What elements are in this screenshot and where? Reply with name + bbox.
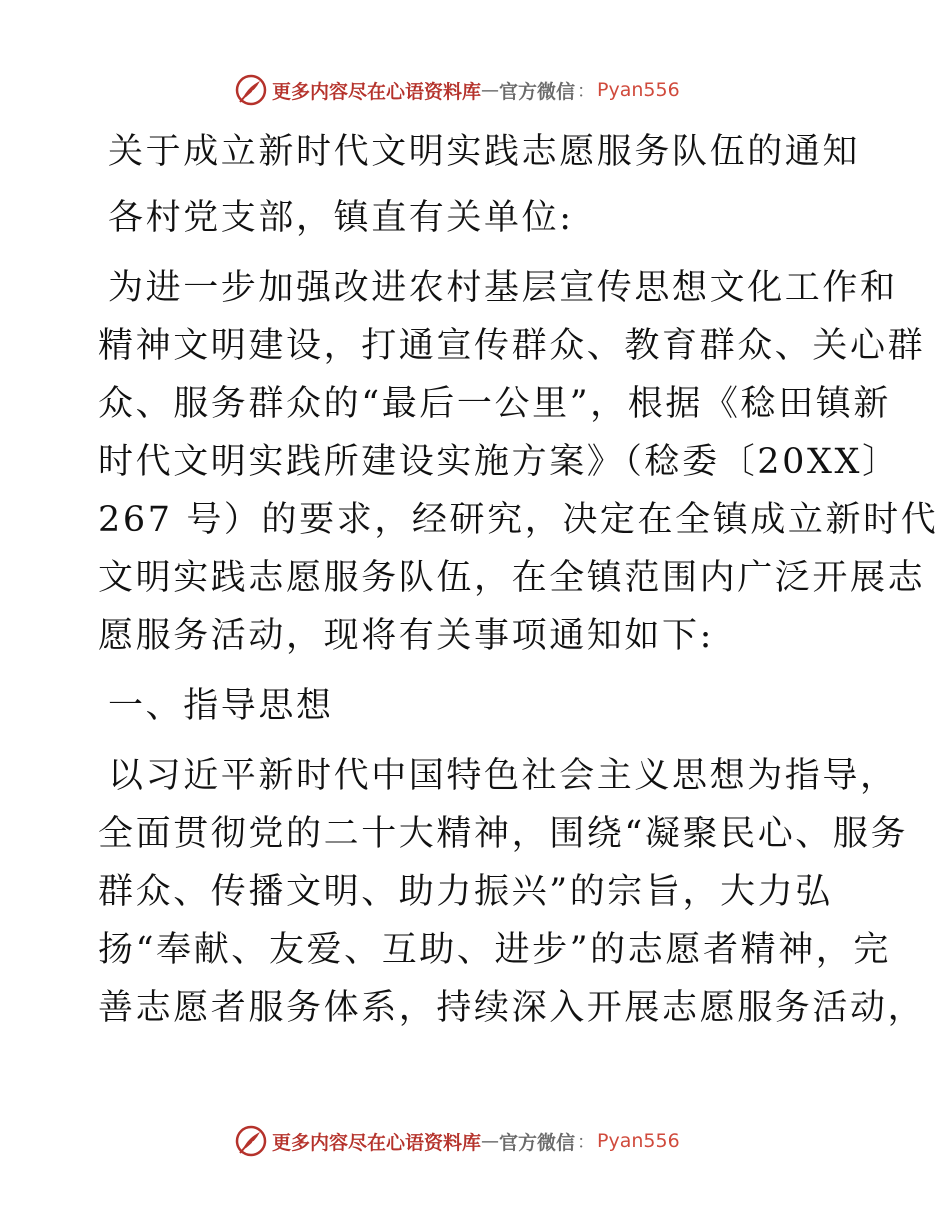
document-title: 关于成立新时代文明实践志愿服务队伍的通知 (108, 132, 861, 172)
paragraph-guiding-ideology (98, 747, 926, 1037)
paragraph-line: 为进一步加强改进农村基层宣传思想文化工作和 (108, 268, 898, 308)
document-salutation: 各村党支部，镇直有关单位: (108, 198, 574, 238)
banner-brand-text: 更多内容尽在心语资料库 (272, 1131, 482, 1154)
section-heading-guiding-ideology: 一、指导思想 (108, 686, 334, 726)
paragraph-line: 群众、传播文明、助力振兴”的宗旨，大力弘 (98, 872, 833, 912)
paragraph-line: 众、服务群众的“最后一公里”，根据《稔田镇新 (98, 384, 891, 424)
banner-wechat-label: 官方微信 (499, 80, 576, 103)
banner-wechat-label: 官方微信 (499, 1131, 576, 1154)
banner-wechat-handle: Pyan556 (597, 79, 680, 101)
banner-wechat-handle: Pyan556 (597, 1130, 680, 1152)
quill-logo-icon (234, 1124, 268, 1158)
paragraph-line: 扬“奉献、友爱、互助、进步”的志愿者精神，完 (98, 930, 891, 970)
banner-colon: ： (577, 1132, 596, 1153)
quill-logo-icon (234, 73, 268, 107)
paragraph-line: 时代文明实践所建设实施方案》（稔委〔20XX〕 (98, 442, 900, 482)
banner-colon: ： (577, 81, 596, 102)
paragraph-line: 以习近平新时代中国特色社会主义思想为指导， (108, 756, 898, 796)
banner-dash: — (481, 1130, 500, 1152)
paragraph-line: 文明实践志愿服务队伍，在全镇范围内广泛开展志 (98, 558, 926, 598)
top-watermark-banner (234, 73, 680, 107)
bottom-watermark-banner (234, 1124, 680, 1158)
paragraph-line: 全面贯彻党的二十大精神，围绕“凝聚民心、服务 (98, 814, 909, 854)
banner-brand-text: 更多内容尽在心语资料库 (272, 80, 482, 103)
banner-dash: — (481, 79, 500, 101)
paragraph-line: 精神文明建设，打通宣传群众、教育群众、关心群 (98, 326, 926, 366)
paragraph-intro (98, 259, 939, 665)
paragraph-line: 267 号）的要求，经研究，决定在全镇成立新时代 (98, 500, 939, 540)
paragraph-line: 愿服务活动，现将有关事项通知如下: (98, 616, 714, 656)
paragraph-line: 善志愿者服务体系，持续深入开展志愿服务活动， (98, 988, 926, 1028)
document-body (98, 123, 939, 1037)
